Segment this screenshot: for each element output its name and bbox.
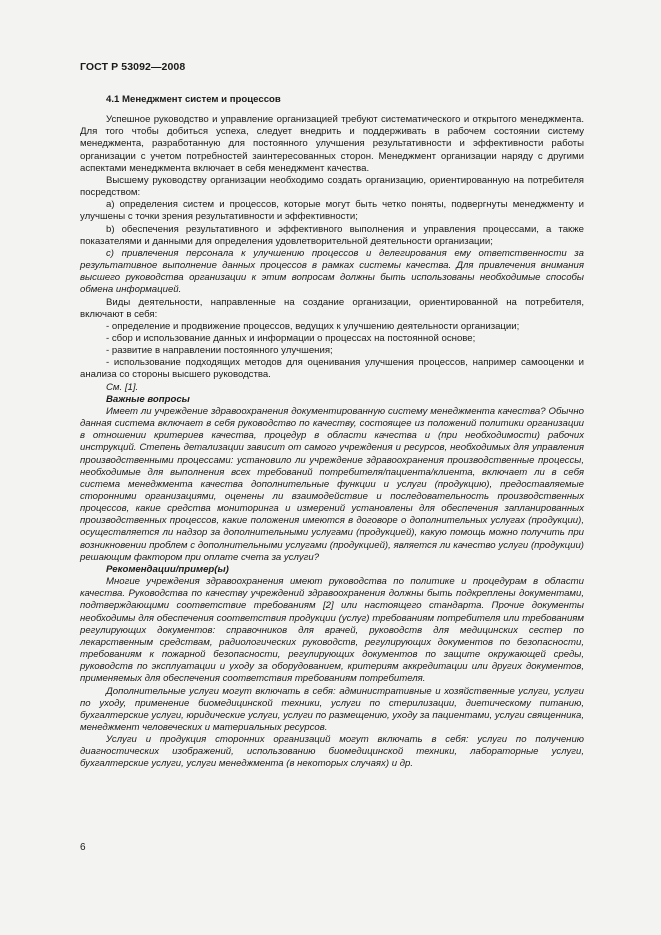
paragraph: Успешное руководство и управление организацией требуют систематического и открытого менеджмента. Для того чтобы добиться успеха, следует внедрить и поддерживать в рабочем состоянии систему менеджмента, разработанную для постоянного улучшения результативности и эффективности работы организации с учетом потребностей заинтересованных сторон. Менеджмент организации наряду с другими аспектами менеджмента включает в себя менеджмент качества. <box>80 114 584 174</box>
paragraph: Многие учреждения здравоохранения имеют руководства по политике и процедурам в области качества. Руководства по качеству учреждений здравоохранения должны быть подкреплены документами, подтверждающими соответствие требованиям [2] или настоящего стандарта. Прочие документы необходимы для обеспечения соответствия продукции (услуг) требованиям потребителя или требованиям регулирующих документов: справочников для врачей, руководств для медицинских сестер по лекарственным средствам, радиологических руководств, регулирующих документов по безопасности, требованиям к пожарной безопасности, регулирующих документов по защите окружающей среды, руководств по эксплуатации и уходу за оборудованием, критериям аккредитации или других документов, применяемых для обеспечения соответствия требованиям потребителя. <box>80 576 584 685</box>
paragraph: Виды деятельности, направленные на создание организации, ориентированной на потребителя, включают в себя: <box>80 296 584 320</box>
list-item: - определение и продвижение процессов, ведущих к улучшению деятельности организации; <box>106 320 520 332</box>
reference: См. [1]. <box>106 381 139 393</box>
subheading: Важные вопросы <box>106 393 190 405</box>
list-item: a) определения систем и процессов, которые могут быть четко поняты, подвергнуты менеджменту и улучшены с точки зрения результативности и эффективности; <box>80 199 584 223</box>
page-number: 6 <box>80 842 86 853</box>
list-item: - сбор и использование данных и информации о процессах на постоянной основе; <box>106 332 476 344</box>
list-item: b) обеспечения результативного и эффективного выполнения и управления процессами, а также показателями и данными для определения удовлетворительной деятельности организации; <box>80 223 584 247</box>
document-body <box>80 94 584 771</box>
section-heading: 4.1 Менеджмент систем и процессов <box>106 94 281 105</box>
list-item: c) привлечения персонала к улучшению процессов и делегирования ему ответственности за результативное выполнение данных процессов в рамках системы качества. Для привлечения внимания высшего руководства организации к этим вопросам должны быть использованы необходимые способы обмена информацией. <box>80 247 584 296</box>
paragraph: Услуги и продукция сторонних организаций могут включать в себя: услуги по получению диагностических изображений, использованию биомедицинской техники, лабораторные услуги, бухгалтерские услуги, услуги менеджмента (в некоторых случаях) и др. <box>80 734 584 770</box>
paragraph: Высшему руководству организации необходимо создать организацию, ориентированную на потребителя посредством: <box>80 174 584 199</box>
subheading: Рекомендации/пример(ы) <box>106 563 229 575</box>
paragraph: Имеет ли учреждение здравоохранения документированную систему менеджмента качества? Обычно данная система включает в себя руководство по качеству, состоящее из положений политики организации в отношении критериев качества, процедур в области качества и (при необходимости) рабочих инструкций. Степень детализации зависит от самого учреждения и ресурсов, необходимых для управления производственными процессами: установило ли учреждение здравоохранения производственные процессы, необходимые для выполнения всех требований потребителя/пациента/клиента, включает ли в себя система менеджмента качества дополнительные функции и услуги (продукцию), предоставляемые сторонними организациями, оценены ли взаимодействие и последовательность производственных процессов, какие средства мониторинга и измерений установлены для обеспечения запланированных производственных процессов, какие положения имеются в договоре о дополнительных услугах (продукции), осуществляется ли надзор за дополнительными услугами (продукцией), какую помощь можно получить при возникновении проблем с дополнительными услугами (продукцией), является ли качество услуги (продукции) решающим фактором при оплате счета за услуги? <box>80 405 584 563</box>
paragraph: Дополнительные услуги могут включать в себя: административные и хозяйственные услуги, услуги по уходу, применение биомедицинской техники, услуги по стерилизации, диетическому питанию, бухгалтерские услуги, юридические услуги, услуги по размещению, уходу за пациентами, услуги священника, менеджмент человеческих и материальных ресурсов. <box>80 685 584 733</box>
document-header: ГОСТ Р 53092—2008 <box>80 61 186 73</box>
list-item: - использование подходящих методов для оценивания улучшения процессов, например самооценки и анализа со стороны высшего руководства. <box>80 357 584 381</box>
list-item: - развитие в направлении постоянного улучшения; <box>106 345 333 357</box>
